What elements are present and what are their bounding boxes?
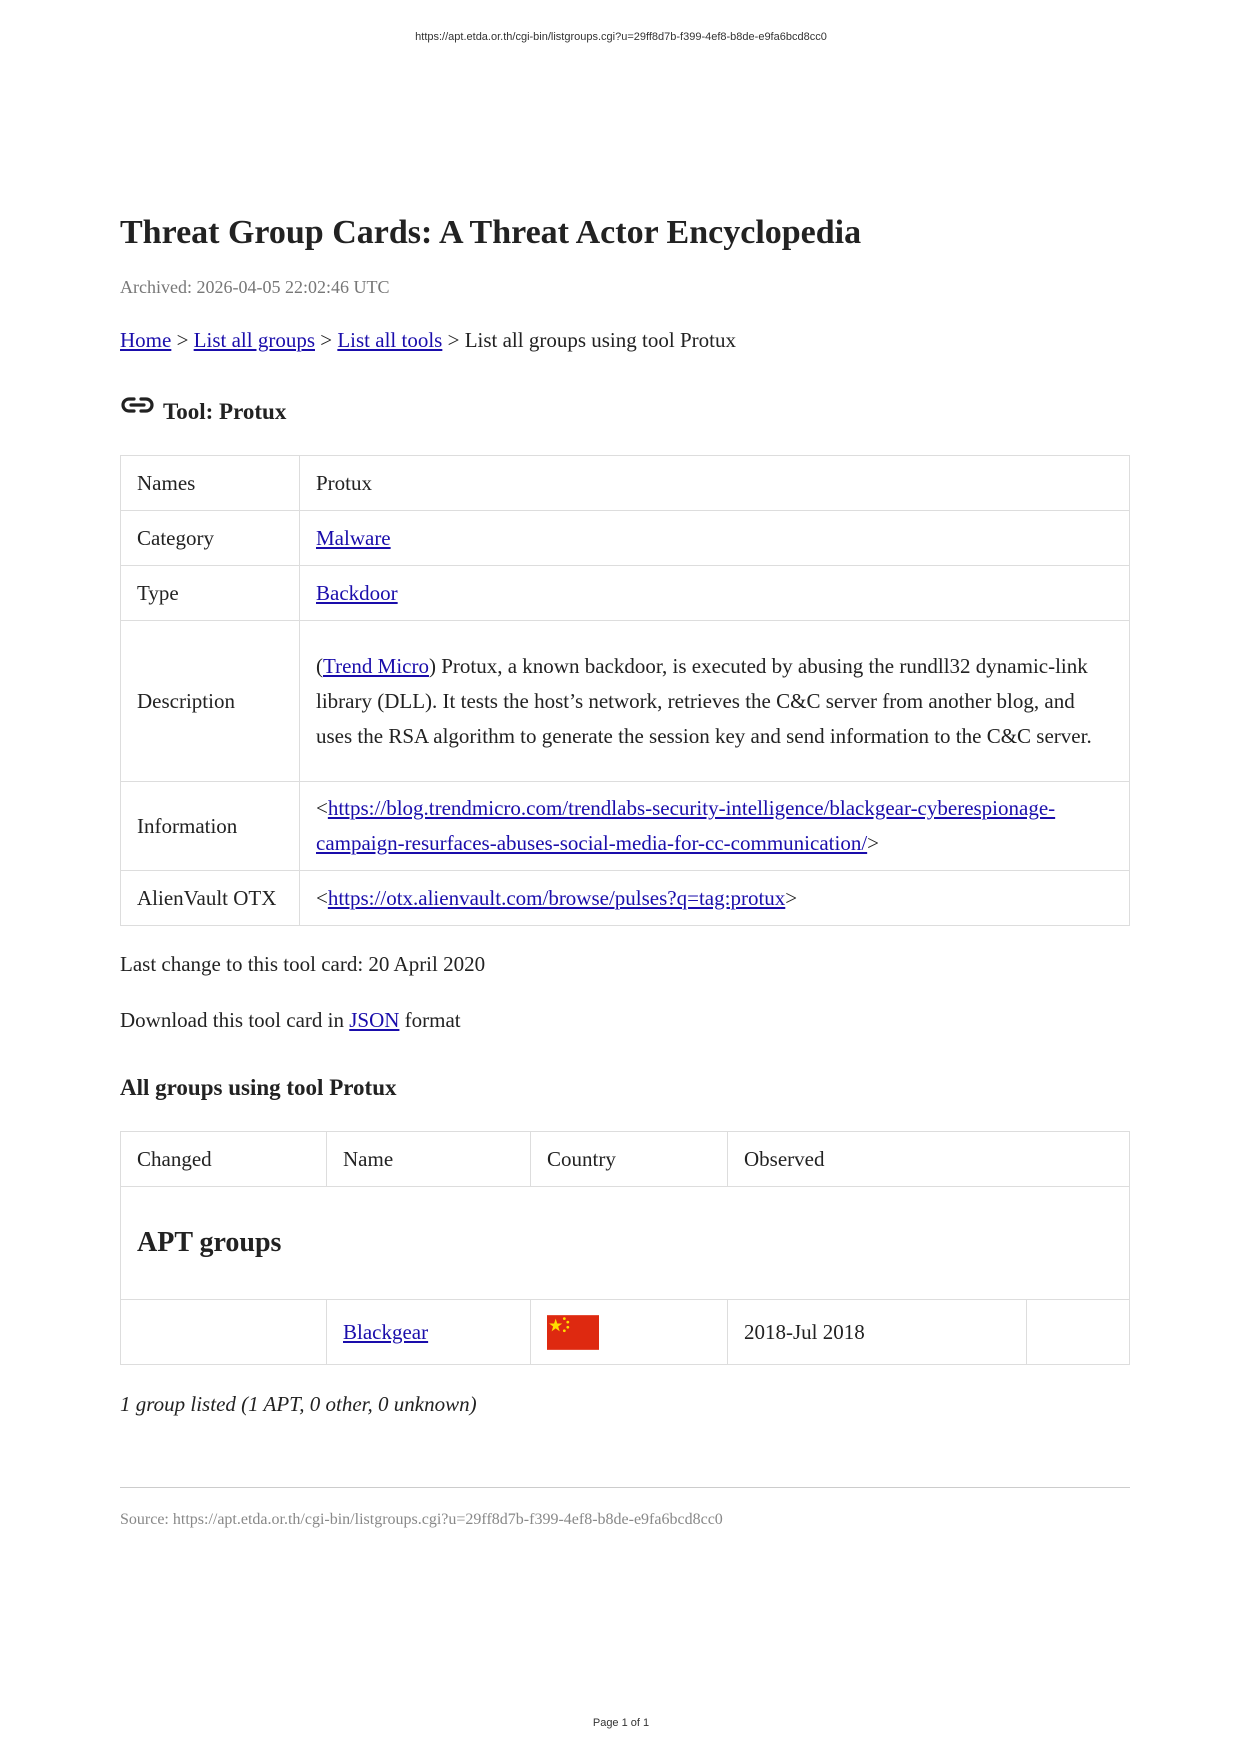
- groups-table: [120, 1131, 1130, 1365]
- tool-info-table: [120, 455, 1130, 926]
- type-cell: [300, 566, 1130, 621]
- page-number: Page 1 of 1: [592, 1717, 650, 1729]
- type-label: Type: [121, 566, 300, 621]
- source-url: Source: https://apt.etda.or.th/cgi-bin/listgroups.cgi?u=29ff8d7b-f399-4ef8-b8de-e9fa6bcd8cc0: [120, 1511, 723, 1528]
- description-text: ) Protux, a known backdoor, is executed by abusing the rundll32 dynamic-link library (DLL). It tests the host’s network, retrieves the C&C server from another blog, and uses the RSA algorithm to generate the session key and send information to the C&C server.: [316, 653, 1092, 748]
- download-prefix: Download this tool card in: [120, 1008, 350, 1032]
- page-title: Threat Group Cards: A Threat Actor Encyclopedia: [120, 214, 862, 251]
- type-link[interactable]: Backdoor: [316, 580, 398, 605]
- table-row: [121, 782, 1130, 871]
- section-row: [121, 1187, 1130, 1300]
- category-cell: [300, 511, 1130, 566]
- information-label: Information: [121, 782, 300, 871]
- divider: [120, 1487, 1130, 1488]
- empty-cell: [1027, 1300, 1130, 1365]
- groups-summary: 1 group listed (1 APT, 0 other, 0 unknown): [120, 1392, 477, 1416]
- download-line: [120, 1005, 1130, 1035]
- table-row: [121, 621, 1130, 782]
- breadcrumb-separator: >: [447, 328, 460, 352]
- description-label: Description: [121, 621, 300, 782]
- names-label: Names: [121, 456, 300, 511]
- group-link-blackgear[interactable]: Blackgear: [343, 1319, 429, 1344]
- column-header-changed: Changed: [121, 1132, 327, 1187]
- breadcrumb-list-tools-link[interactable]: List all tools: [337, 328, 443, 352]
- trend-micro-link[interactable]: Trend Micro: [323, 653, 429, 678]
- breadcrumb: [120, 325, 1130, 355]
- breadcrumb-separator: >: [176, 328, 189, 352]
- tool-heading: [120, 395, 1130, 427]
- angle-close: >: [867, 831, 879, 855]
- json-download-link[interactable]: JSON: [349, 1008, 400, 1032]
- table-row: [121, 871, 1130, 926]
- group-name-cell: [327, 1300, 531, 1365]
- print-header-url: https://apt.etda.or.th/cgi-bin/listgroups.cgi?u=29ff8d7b-f399-4ef8-b8de-e9fa6bcd8cc0: [415, 31, 827, 43]
- category-link[interactable]: Malware: [316, 525, 391, 550]
- angle-close: >: [785, 885, 798, 910]
- table-row: [121, 511, 1130, 566]
- download-suffix: format: [399, 1008, 461, 1032]
- table-header-row: [121, 1132, 1130, 1187]
- information-link[interactable]: https://blog.trendmicro.com/trendlabs-security-intelligence/blackgear-cyberespionage-campaign-resurfaces-abuses-social-media-for-cc-communication/: [316, 796, 1056, 855]
- table-row: [121, 566, 1130, 621]
- section-heading-apt: APT groups: [137, 1227, 282, 1258]
- column-header-name: Name: [327, 1132, 531, 1187]
- angle-open: <: [316, 885, 328, 910]
- column-header-observed: Observed: [728, 1132, 1130, 1187]
- link-icon: [120, 395, 155, 415]
- names-value: Protux: [300, 456, 1130, 511]
- otx-cell: [300, 871, 1130, 926]
- otx-link[interactable]: https://otx.alienvault.com/browse/pulses?q=tag:protux: [327, 885, 786, 910]
- otx-label: AlienVault OTX: [121, 871, 300, 926]
- section-cell: [121, 1187, 1130, 1300]
- last-change: Last change to this tool card: 20 April 2020: [120, 952, 486, 976]
- breadcrumb-list-groups-link[interactable]: List all groups: [193, 328, 315, 352]
- open-paren: (: [316, 653, 323, 678]
- breadcrumb-home-link[interactable]: Home: [120, 328, 172, 352]
- changed-cell: [121, 1300, 327, 1365]
- description-cell: [300, 621, 1130, 782]
- tool-title: Tool: Protux: [163, 399, 287, 424]
- category-label: Category: [121, 511, 300, 566]
- breadcrumb-current: List all groups using tool Protux: [464, 328, 736, 352]
- main-content: [120, 210, 1130, 1532]
- table-row: [121, 1300, 1130, 1365]
- groups-heading: All groups using tool Protux: [120, 1075, 397, 1100]
- angle-open: <: [316, 796, 328, 820]
- breadcrumb-separator: >: [320, 328, 333, 352]
- column-header-country: Country: [531, 1132, 728, 1187]
- information-cell: [300, 782, 1130, 871]
- observed-cell: 2018-Jul 2018: [728, 1300, 1027, 1365]
- archived-timestamp: Archived: 2026-04-05 22:02:46 UTC: [120, 277, 390, 297]
- table-row: [121, 456, 1130, 511]
- country-cell: [531, 1300, 728, 1365]
- china-flag-icon: [547, 1315, 599, 1350]
